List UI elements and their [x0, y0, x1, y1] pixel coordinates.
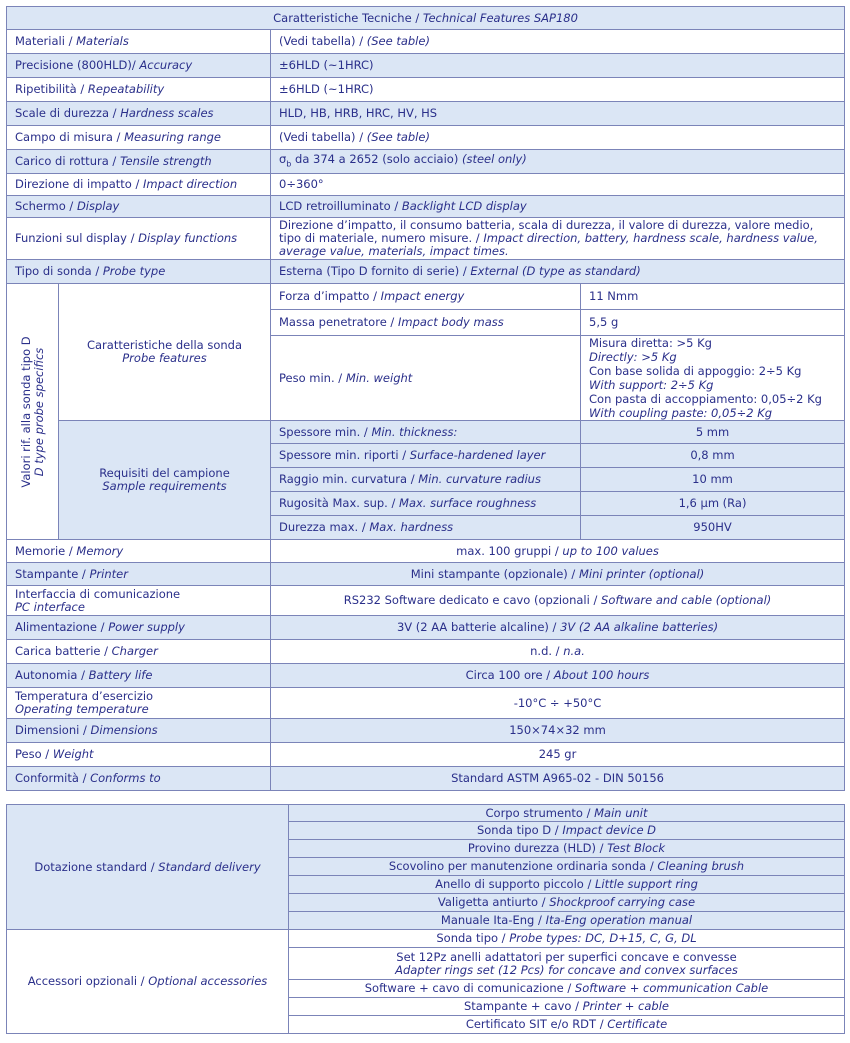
- optional-item: Stampante + cavo / Printer + cable: [7, 998, 845, 1016]
- row-surface-roughness: Rugosità Max. sup. / Max. surface roughness 1,6 µm (Ra): [7, 492, 845, 516]
- row-display-functions: Funzioni sul display / Display functions Direzione d’impatto, il consumo batteria, scala di durezza, il valore di durezza, valore medio, tipo di materiale, numero misure. / Impact direction, battery, hardness scale, hardness value, average value, materials, impact times.: [7, 218, 845, 260]
- row-memory: Memorie / Memory max. 100 gruppi / up to 100 values: [7, 540, 845, 563]
- standard-item: Sonda tipo D / Impact device D: [7, 822, 845, 840]
- row-hardness-scales: Scale di durezza / Hardness scales HLD, HB, HRB, HRC, HV, HS: [7, 102, 845, 126]
- standard-item: Anello di supporto piccolo / Little support ring: [7, 876, 845, 894]
- standard-delivery-label: Dotazione standard / Standard delivery: [7, 805, 289, 930]
- standard-item: Scovolino per manutenzione ordinaria sonda / Cleaning brush: [7, 858, 845, 876]
- row-repeatability: Ripetibilità / Repeatability ±6HLD (~1HRC): [7, 78, 845, 102]
- standard-item: Valigetta antiurto / Shockproof carrying case: [7, 894, 845, 912]
- row-impact-direction: Direzione di impatto / Impact direction 0÷360°: [7, 174, 845, 196]
- row-tensile-strength: Carico di rottura / Tensile strength $\sigma_b$ da 374 a 2652 (solo acciaio) (steel only): [7, 150, 845, 174]
- row-display: Schermo / Display LCD retroilluminato / Backlight LCD display: [7, 196, 845, 218]
- row-min-weight: Peso min. / Min. weight Misura diretta: >5 Kg Directly: >5 Kg Con base solida di appoggio: 2÷5 Kg With support: 2÷5 Kg Con pasta di accoppiamento: 0,05÷2 Kg With coupling paste: 0,05÷2 Kg: [7, 336, 845, 421]
- row-materials: Materiali / Materials (Vedi tabella) / (See table): [7, 30, 845, 54]
- table-title-row: [7, 7, 845, 30]
- row-curvature-radius: Raggio min. curvatura / Min. curvature radius 10 mm: [7, 468, 845, 492]
- row-accuracy: Precisione (800HLD)/ Accuracy ±6HLD (~1HRC): [7, 54, 845, 78]
- optional-accessories-label: Accessori opzionali / Optional accessories: [7, 930, 289, 1034]
- row-dimensions: Dimensioni / Dimensions 150×74×32 mm: [7, 719, 845, 743]
- row-measuring-range: Campo di misura / Measuring range (Vedi tabella) / (See table): [7, 126, 845, 150]
- standard-item: Provino durezza (HLD) / Test Block: [7, 840, 845, 858]
- optional-item: Certificato SIT e/o RDT / Certificate: [7, 1016, 845, 1034]
- sample-requirements-label: Requisiti del campione Sample requirements: [59, 421, 271, 540]
- row-body-mass: Massa penetratore / Impact body mass 5,5 g: [7, 310, 845, 336]
- optional-item: Set 12Pz anelli adattatori per superfici concave e convesse Adapter rings set (12 Pcs) for concave and convex surfaces: [7, 948, 845, 980]
- row-charger: Carica batterie / Charger n.d. / n.a.: [7, 640, 845, 664]
- row-operating-temperature: Temperatura d’esercizio Operating temperature -10°C ÷ +50°C: [7, 688, 845, 719]
- row-hardened-layer: Spessore min. riporti / Surface-hardened layer 0,8 mm: [7, 444, 845, 468]
- row-battery-life: Autonomia / Battery life Circa 100 ore / About 100 hours: [7, 664, 845, 688]
- probe-features-label: Caratteristiche della sonda Probe features: [59, 284, 271, 421]
- standard-item: Dotazione standard / Standard delivery Corpo strumento / Main unit: [7, 805, 845, 822]
- row-pc-interface: Interfaccia di comunicazione PC interface RS232 Software dedicato e cavo (opzionali / Software and cable (optional): [7, 586, 845, 616]
- delivery-table: [6, 804, 845, 1034]
- probe-vertical-label: Valori rif. alla sonda tipo D D type probe specifics: [7, 284, 59, 540]
- row-power-supply: Alimentazione / Power supply 3V (2 AA batterie alcaline) / 3V (2 AA alkaline batteries): [7, 616, 845, 640]
- row-max-hardness: Durezza max. / Max. hardness 950HV: [7, 516, 845, 540]
- row-conforms-to: Conformità / Conforms to Standard ASTM A965-02 - DIN 50156: [7, 767, 845, 791]
- technical-features-table: [6, 6, 845, 791]
- table-title: Caratteristiche Tecniche / Technical Features SAP180: [7, 7, 845, 30]
- row-weight: Peso / Weight 245 gr: [7, 743, 845, 767]
- row-impact-energy: Valori rif. alla sonda tipo D D type probe specifics Caratteristiche della sonda Probe features Forza d’impatto / Impact energy 11 Nmm: [7, 284, 845, 310]
- row-probe-type: Tipo di sonda / Probe type Esterna (Tipo D fornito di serie) / External (D type as standard): [7, 260, 845, 284]
- row-printer: Stampante / Printer Mini stampante (opzionale) / Mini printer (optional): [7, 563, 845, 586]
- optional-item: Software + cavo di comunicazione / Software + communication Cable: [7, 980, 845, 998]
- optional-item: Accessori opzionali / Optional accessories Sonda tipo / Probe types: DC, D+15, C, G, DL: [7, 930, 845, 948]
- standard-item: Manuale Ita-Eng / Ita-Eng operation manual: [7, 912, 845, 930]
- row-min-thickness: Requisiti del campione Sample requirements Spessore min. / Min. thickness: 5 mm: [7, 421, 845, 444]
